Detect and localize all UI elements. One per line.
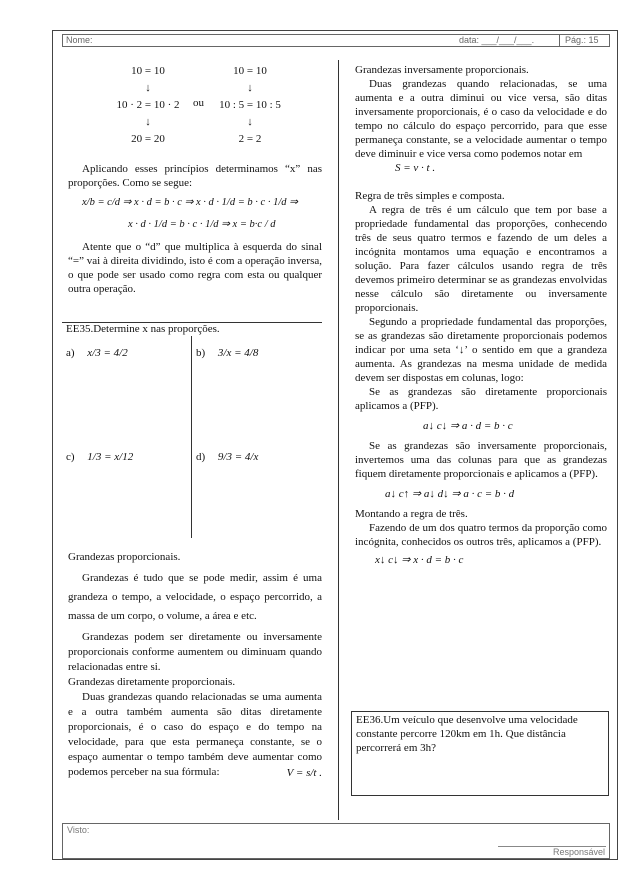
left-column-top: [68, 162, 322, 296]
exercise-35-title: EE35.Determine x nas proporções.: [66, 323, 220, 335]
intro-eq-left: [108, 63, 188, 148]
derivation-line-2: x · d · 1/d = b · c · 1/d ⇒ x = b·c / d: [128, 219, 276, 230]
derivation-line-1: x/b = c/d ⇒ x · d = b · c ⇒ x · d · 1/d = b · c · 1/d ⇒: [82, 197, 298, 208]
paragraph: Aplicando esses princípios determinamos “x” nas proporções. Como se segue:: [68, 163, 322, 189]
header-bar: [62, 34, 610, 47]
paragraph: A regra de três é um cálculo que tem por base a propriedade fundamental das proporções, conhecendo três de seus quatro termos e fazendo de um deles a incógnita montamos uma equação e encontramos a solução. Para fazer cálculos usando regra de três devemos primeiro determinar se as grandezas envolvidas nesse cálculo são diretamente ou inversamente proporcionais.: [355, 204, 607, 314]
paragraph: Fazendo de um dos quatro termos da proporção como incógnita, conhecidos os outros três, aplicamos a (PFP).: [355, 522, 607, 548]
exercise-35-b: [196, 347, 258, 359]
heading: Regra de três simples e composta.: [355, 190, 505, 202]
paragraph: Se as grandezas são inversamente proporcionais, invertemos uma das colunas para que as grandezas fiquem diretamente proporcionais e aplicamos a (PFP).: [355, 440, 607, 480]
left-column-bottom: [68, 550, 322, 781]
intro-eq-right-1: ↓: [247, 82, 253, 94]
item-equation: x/3 = 4/2: [87, 347, 128, 359]
item-label: a): [66, 347, 75, 359]
intro-eq-left-4: 20 = 20: [131, 133, 165, 145]
space-formula: S = v · t .: [395, 162, 436, 174]
item-equation: 1/3 = x/12: [87, 451, 134, 463]
intro-eq-right-3: ↓: [247, 116, 253, 128]
column-divider: [338, 60, 339, 820]
heading: Grandezas inversamente proporcionais.: [355, 64, 529, 76]
heading: Montando a regra de três.: [355, 508, 468, 520]
responsavel-label: Responsável: [552, 847, 605, 857]
paragraph: Atente que o “d” que multiplica à esquerda do sinal “=” vai à direita dividindo, isto é com a operação inversa, o que pode ser usado como regra com esta ou qualquer outra operação.: [68, 241, 322, 295]
exercise-35-c: [66, 451, 133, 463]
exercise-36-box: [351, 711, 609, 796]
intro-eq-right-2: 10 : 5 = 10 : 5: [219, 99, 281, 111]
intro-or: ou: [193, 97, 204, 109]
header-separator: [559, 35, 560, 46]
item-label: c): [66, 451, 75, 463]
intro-eq-right: [210, 63, 290, 148]
page-number: Pág.: 15: [565, 35, 599, 45]
item-equation: 9/3 = 4/x: [217, 451, 259, 463]
paragraph: Segundo a propriedade fundamental das proporções, se as grandezas são diretamente proporcionais podemos indicar por uma seta ‘↓’ o sentido em que a grandeza aumenta. As grandezas na mesma unidade de medida devem ser dispostas em colunas, logo:: [355, 316, 607, 384]
rule-equation-2: a↓ c↑ ⇒ a↓ d↓ ⇒ a · c = b · d: [385, 488, 515, 500]
velocity-formula: V = s/t .: [286, 767, 322, 779]
paragraph: Grandezas é tudo que se pode medir, assim é uma grandeza o tempo, a velocidade, o espaço percorrido, a massa de um corpo, o volume, a área e etc.: [68, 572, 322, 622]
paragraph: Duas grandezas quando relacionadas, se uma aumenta e a outra diminui ou vice versa, são ditas inversamente proporcionais, é o caso da velocidade e do tempo no cálculo do espaço percorrido, para que esse permaneça constante, se a velocidade aumentar o tempo deve diminuir e vice versa como podemos notar em: [355, 78, 607, 160]
exercise-36-text: EE36.Um veículo que desenvolve uma velocidade constante percorre 120km em 1h. Que distância percorrerá em 3h?: [356, 714, 578, 754]
item-equation: 3/x = 4/8: [217, 347, 259, 359]
rule-equation-3: x↓ c↓ ⇒ x · d = b · c: [375, 554, 464, 566]
intro-eq-left-0: 10 = 10: [131, 65, 165, 77]
paragraph: Duas grandezas quando relacionadas se uma aumenta e a outra também aumenta são ditas diretamente proporcionais, é o caso do espaço e do tempo na velocidade, para que esta permaneça constante, se o espaço aumentar o tempo também deve aumentar como podemos perceber na sua fórmula:: [68, 691, 322, 778]
right-column: [355, 63, 607, 567]
date-label: data: ___/___/___.: [459, 35, 535, 45]
exercise-35-divider: [191, 336, 192, 538]
name-label: Nome:: [66, 35, 93, 45]
intro-eq-left-3: ↓: [145, 116, 151, 128]
paragraph: Grandezas podem ser diretamente ou inversamente proporcionais conforme aumentem ou diminuam quando relacionadas entre si.: [68, 631, 322, 673]
intro-eq-right-4: 2 = 2: [238, 133, 262, 145]
intro-eq-left-1: ↓: [145, 82, 151, 94]
visto-label: Visto:: [67, 825, 90, 835]
item-label: d): [196, 451, 206, 463]
footer-box: [62, 823, 610, 859]
intro-eq-right-0: 10 = 10: [233, 65, 267, 77]
paragraph: Se as grandezas são diretamente proporcionais aplicamos a (PFP).: [355, 386, 607, 412]
item-label: b): [196, 347, 206, 359]
exercise-35-a: [66, 347, 128, 359]
heading: Grandezas proporcionais.: [68, 551, 181, 563]
heading: Grandezas diretamente proporcionais.: [68, 676, 236, 688]
exercise-35-box: [62, 322, 322, 538]
exercise-35-d: [196, 451, 258, 463]
intro-eq-left-2: 10 · 2 = 10 · 2: [116, 99, 180, 111]
rule-equation-1: a↓ c↓ ⇒ a · d = b · c: [423, 420, 513, 432]
